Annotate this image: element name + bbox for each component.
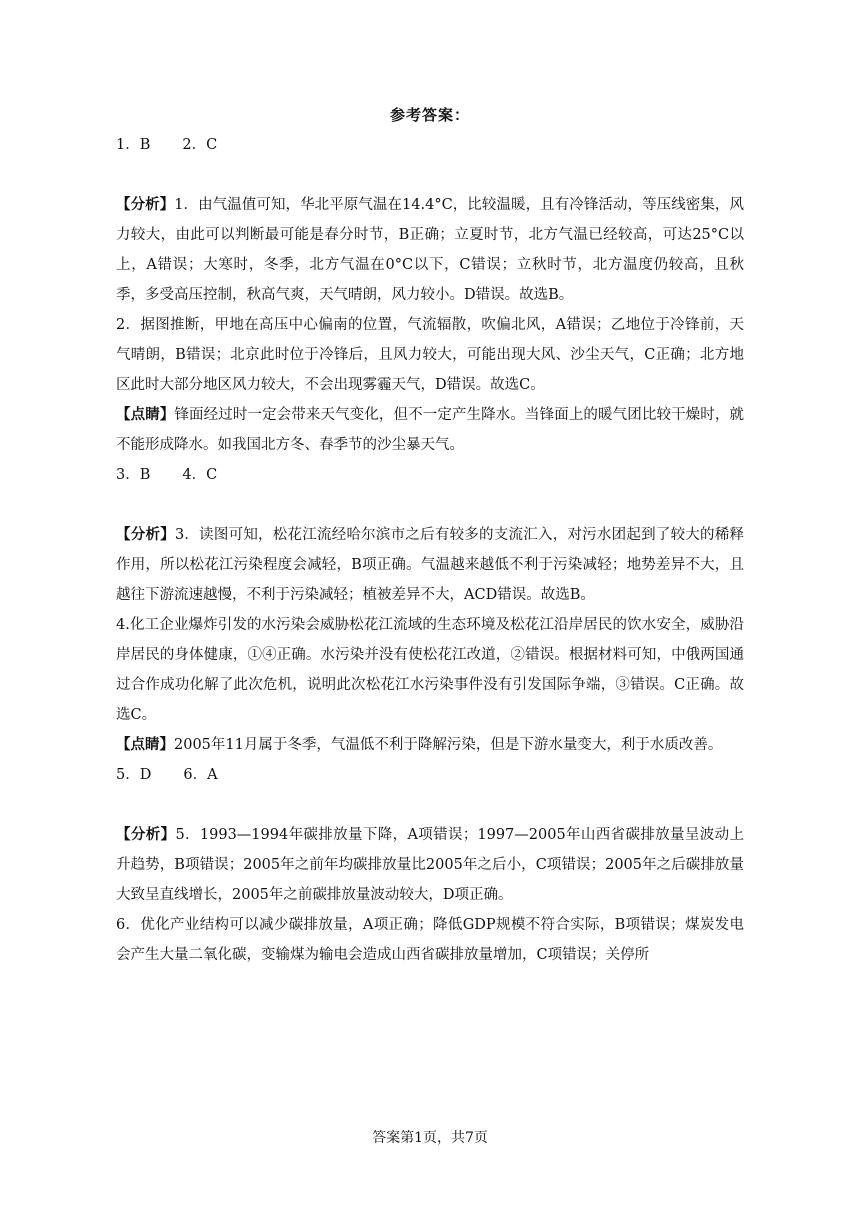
paragraph-text: 锋面经过时一定会带来天气变化，但不一定产生降水。当锋面上的暖气团比较干燥时，就不能形成降水。如我国北方冬、春季节的沙尘暴天气。 xyxy=(116,407,745,453)
answer-content xyxy=(116,130,744,970)
paragraph-text: 4.化工企业爆炸引发的水污染会威胁松花江流域的生态环境及松花江沿岸居民的饮水安全，威胁沿岸居民的身体健康，①④正确。水污染并没有使松花江改道，②错误。根据材料可知，中俄两国通过合作成功化解了此次危机，说明此次松花江水污染事件没有引发国际争端，③错误。C正确。故选C。 xyxy=(116,617,744,723)
analysis-paragraph xyxy=(116,820,744,910)
analysis-paragraph xyxy=(116,610,744,730)
paragraph-text: 2．据图推断，甲地在高压中心偏南的位置，气流辐散，吹偏北风，A错误；乙地位于冷锋前，天气晴朗，B错误；北京此时位于冷锋后，且风力较大，可能出现大风、沙尘天气，C正确；北方地区此时大部分地区风力较大，不会出现雾霾天气，D错误。故选C。 xyxy=(116,317,744,393)
section-tag: 【分析】 xyxy=(116,526,175,543)
analysis-paragraph xyxy=(116,520,744,610)
paragraph-text: 3．读图可知，松花江流经哈尔滨市之后有较多的支流汇入，对污水团起到了较大的稀释作用，所以松花江污染程度会减轻，B项正确。气温越来越低不利于污染减轻；地势差异不大，且越往下游流速越慢，不利于污染减轻；植被差异不大，ACD错误。故选B。 xyxy=(116,527,744,603)
tip-paragraph xyxy=(116,730,744,760)
answer-line xyxy=(116,130,744,160)
tip-paragraph xyxy=(116,400,744,460)
answer-line xyxy=(116,760,744,790)
analysis-paragraph xyxy=(116,910,744,970)
answer-item: 2．C xyxy=(182,137,218,153)
section-tag: 【点睛】 xyxy=(116,406,175,423)
answer-item: 1．B xyxy=(116,137,151,153)
page-title: 参考答案： xyxy=(389,106,470,124)
section-tag: 【分析】 xyxy=(116,196,175,213)
answer-item: 6．A xyxy=(183,767,218,783)
paragraph-text: 5．1993—1994年碳排放量下降，A项错误；1997—2005年山西省碳排放量呈波动上升趋势，B项错误；2005年之前年均碳排放量比2005年之后小，C项错误；2005年之后碳排放量大致呈直线增长，2005年之前碳排放量波动较大，D项正确。 xyxy=(116,827,744,903)
paragraph-text: 2005年11月属于冬季，气温低不利于降解污染，但是下游水量变大，利于水质改善。 xyxy=(174,737,723,753)
answer-item: 4．C xyxy=(182,467,218,483)
section-tag: 【分析】 xyxy=(116,826,176,843)
paragraph-text: 6．优化产业结构可以减少碳排放量，A项正确；降低GDP规模不符合实际，B项错误；煤炭发电会产生大量二氧化碳，变输煤为输电会造成山西省碳排放量增加，C项错误；关停所 xyxy=(116,917,744,963)
page-footer: 答案第1页，共7页 xyxy=(372,1130,488,1146)
answer-item: 5．D xyxy=(116,767,152,783)
answer-item: 3．B xyxy=(116,467,151,483)
paragraph-text: 1．由气温值可知，华北平原气温在14.4°C，比较温暖，且有冷锋活动，等压线密集，风力较大，由此可以判断最可能是春分时节，B正确；立夏时节，北方气温已经较高，可达25°C以上，A错误；大寒时，冬季，北方气温在0°C以下，C错误；立秋时节，北方温度仍较高，且秋季，多受高压控制，秋高气爽，天气晴朗，风力较小。D错误。故选B。 xyxy=(116,197,744,303)
answer-line xyxy=(116,460,744,490)
analysis-paragraph xyxy=(116,190,744,310)
section-tag: 【点睛】 xyxy=(116,736,174,753)
analysis-paragraph xyxy=(116,310,744,400)
